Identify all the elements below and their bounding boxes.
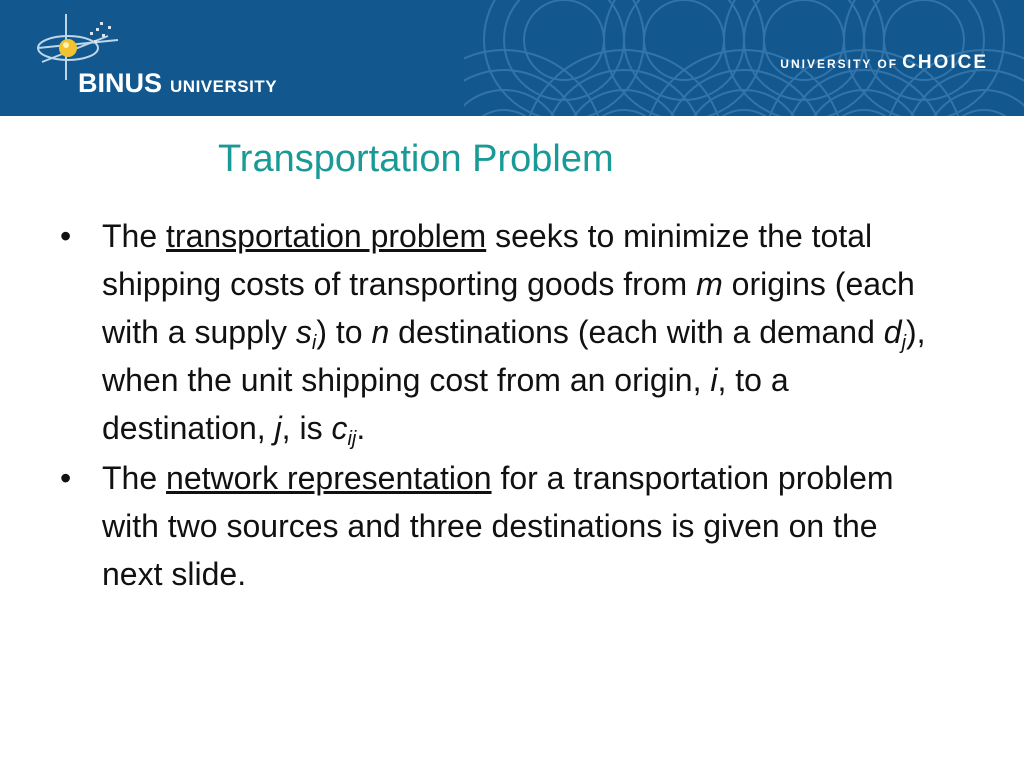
term-transportation-problem: transportation problem bbox=[166, 218, 487, 254]
var-j: j bbox=[274, 410, 282, 446]
bullet-text: ), when the unit shipping cost from an origin, bbox=[102, 314, 926, 398]
var-s: s bbox=[295, 314, 312, 350]
var-i: i bbox=[710, 362, 718, 398]
var-d: d bbox=[883, 314, 902, 350]
bullet-text: , to a destination, bbox=[102, 362, 789, 446]
var-n: n bbox=[371, 314, 390, 350]
bullet-text: destinations (each with a demand bbox=[389, 314, 884, 350]
slide-header bbox=[0, 0, 1024, 116]
bullet-text: The bbox=[102, 218, 167, 254]
bullet-text: ) to bbox=[316, 314, 372, 350]
slide-title: Transportation Problem bbox=[218, 138, 614, 180]
var-s-subscript: i bbox=[311, 332, 317, 354]
bullet-text: , is bbox=[281, 410, 332, 446]
bullet-icon: • bbox=[60, 460, 72, 496]
var-m: m bbox=[696, 266, 723, 302]
university-tagline bbox=[780, 52, 988, 74]
bullet-list bbox=[58, 212, 928, 600]
var-c-subscript: ij bbox=[347, 428, 357, 450]
var-d-subscript: j bbox=[901, 332, 907, 354]
binus-logo bbox=[28, 10, 308, 100]
tagline-emphasis: CHOICE bbox=[902, 52, 988, 73]
tagline-prefix: UNIVERSITY OF bbox=[780, 57, 899, 71]
bullet-text: for a transportation problem with two sources and three destinations is given on the next slide. bbox=[102, 460, 894, 592]
bullet-item bbox=[58, 212, 928, 452]
bullet-text: origins (each with a supply bbox=[102, 266, 915, 350]
var-c: c bbox=[331, 410, 348, 446]
bullet-item bbox=[58, 454, 928, 598]
logo-wordmark: BINUS bbox=[78, 68, 163, 98]
bullet-text: . bbox=[356, 410, 366, 446]
bullet-icon: • bbox=[60, 218, 72, 254]
logo-suffix: UNIVERSITY bbox=[170, 77, 278, 96]
bullet-text: seeks to minimize the total shipping costs of transporting goods from bbox=[102, 218, 873, 302]
bullet-text: The bbox=[102, 460, 167, 496]
term-network-representation: network representation bbox=[166, 460, 492, 496]
